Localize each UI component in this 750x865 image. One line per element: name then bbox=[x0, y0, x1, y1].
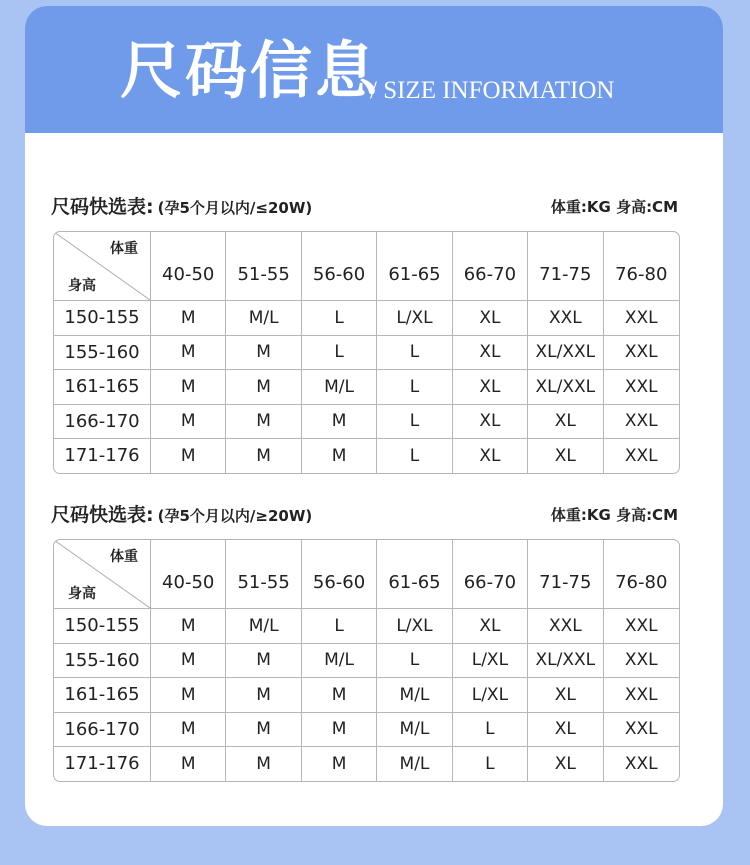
weight-header: 40-50 bbox=[151, 232, 226, 301]
weight-header: 76-80 bbox=[604, 232, 679, 301]
size-cell: M/L bbox=[377, 678, 452, 713]
table-header-row bbox=[54, 540, 679, 609]
size-cell: M/L bbox=[226, 301, 301, 336]
weight-header: 56-60 bbox=[302, 540, 377, 609]
table-row bbox=[54, 370, 679, 405]
size-cell: M bbox=[151, 301, 226, 336]
size-cell: M bbox=[226, 336, 301, 371]
height-cell: 166-170 bbox=[54, 713, 151, 748]
height-cell: 161-165 bbox=[54, 370, 151, 405]
table-1-condition: (孕5个月以内/≤20W) bbox=[157, 199, 313, 217]
size-cell: M bbox=[226, 678, 301, 713]
weight-header: 40-50 bbox=[151, 540, 226, 609]
size-cell: XL/XXL bbox=[528, 336, 603, 371]
size-cell: L bbox=[377, 439, 452, 473]
table-row bbox=[54, 405, 679, 440]
table-row bbox=[54, 609, 679, 644]
weight-header: 66-70 bbox=[453, 540, 528, 609]
size-cell: M/L bbox=[377, 747, 452, 781]
weight-label: 体重 bbox=[110, 549, 138, 565]
table-row bbox=[54, 336, 679, 371]
size-cell: L/XL bbox=[377, 301, 452, 336]
size-cell: L bbox=[302, 609, 377, 644]
page-title: 尺码信息 bbox=[120, 34, 381, 107]
size-cell: M bbox=[151, 609, 226, 644]
size-cell: XXL bbox=[624, 445, 658, 466]
table-row bbox=[54, 644, 679, 679]
size-cell: M bbox=[151, 644, 226, 679]
size-cell: XL/XXL bbox=[528, 644, 603, 679]
weight-header: 51-55 bbox=[226, 232, 301, 301]
size-cell: XXL bbox=[604, 713, 679, 748]
size-cell: XL/XXL bbox=[528, 370, 603, 405]
weight-header: 66-70 bbox=[453, 232, 528, 301]
size-cell: L bbox=[453, 713, 528, 748]
size-cell: M bbox=[151, 439, 226, 473]
size-cell: L bbox=[377, 336, 452, 371]
page-subtitle: / SIZE INFORMATION bbox=[370, 77, 615, 104]
size-cell: XL bbox=[528, 747, 603, 781]
table-2-title: 尺码快选表: (孕5个月以内/≥20W) bbox=[51, 504, 313, 526]
table-header-row bbox=[54, 232, 679, 301]
table-row bbox=[54, 713, 679, 748]
table-row bbox=[54, 747, 679, 781]
size-cell: L/XL bbox=[453, 678, 528, 713]
table-2-condition: (孕5个月以内/≥20W) bbox=[157, 507, 313, 525]
size-cell: L bbox=[377, 405, 452, 440]
height-cell: 171-176 bbox=[54, 439, 151, 473]
table-row bbox=[54, 439, 679, 473]
size-cell: XXL bbox=[528, 301, 603, 336]
table-row bbox=[54, 678, 679, 713]
height-label: 身高 bbox=[68, 278, 96, 294]
height-cell: 150-155 bbox=[54, 609, 151, 644]
size-cell: XL bbox=[453, 336, 528, 371]
size-table-2 bbox=[53, 539, 680, 782]
weight-header: 61-65 bbox=[377, 232, 452, 301]
weight-header: 71-75 bbox=[528, 232, 603, 301]
size-cell: M bbox=[302, 678, 377, 713]
height-label: 身高 bbox=[68, 586, 96, 602]
size-cell: M bbox=[302, 405, 377, 440]
size-cell: L bbox=[302, 301, 377, 336]
size-cell: M bbox=[151, 747, 226, 781]
size-cell: XXL bbox=[604, 644, 679, 679]
size-cell: M/L bbox=[226, 609, 301, 644]
size-info-card bbox=[25, 6, 723, 826]
size-cell: M bbox=[302, 747, 377, 781]
height-cell: 171-176 bbox=[54, 747, 151, 781]
height-cell: 155-160 bbox=[54, 644, 151, 679]
size-cell: M bbox=[226, 439, 301, 473]
size-cell: M bbox=[151, 405, 226, 440]
weight-header: 61-65 bbox=[377, 540, 452, 609]
size-cell: L bbox=[377, 370, 452, 405]
size-cell: L bbox=[302, 336, 377, 371]
size-cell: M bbox=[302, 439, 377, 473]
height-cell: 155-160 bbox=[54, 336, 151, 371]
size-cell: M bbox=[226, 405, 301, 440]
size-cell: L bbox=[453, 747, 528, 781]
size-cell: XXL bbox=[604, 405, 679, 440]
size-cell: XXL bbox=[604, 678, 679, 713]
size-cell: M bbox=[151, 370, 226, 405]
size-cell: XXL bbox=[624, 753, 658, 774]
size-cell: XL bbox=[528, 439, 603, 473]
size-cell: L bbox=[377, 644, 452, 679]
size-cell: XL bbox=[453, 370, 528, 405]
size-cell: XL bbox=[528, 678, 603, 713]
size-cell: XL bbox=[528, 713, 603, 748]
header-banner bbox=[25, 6, 723, 133]
weight-label: 体重 bbox=[110, 241, 138, 257]
weight-header: 76-80 bbox=[604, 540, 679, 609]
size-cell: M bbox=[151, 336, 226, 371]
size-cell: M bbox=[226, 747, 301, 781]
weight-header: 56-60 bbox=[302, 232, 377, 301]
height-cell: 161-165 bbox=[54, 678, 151, 713]
size-cell: XL bbox=[453, 405, 528, 440]
size-cell: XL bbox=[453, 439, 528, 473]
size-cell: M bbox=[302, 713, 377, 748]
size-cell: XXL bbox=[604, 370, 679, 405]
height-cell: 166-170 bbox=[54, 405, 151, 440]
size-table-1 bbox=[53, 231, 680, 474]
table-row bbox=[54, 301, 679, 336]
size-cell: M bbox=[226, 370, 301, 405]
size-cell: M bbox=[226, 644, 301, 679]
size-cell: M/L bbox=[302, 370, 377, 405]
size-cell: M bbox=[151, 713, 226, 748]
corner-cell bbox=[54, 540, 151, 609]
size-cell: XXL bbox=[604, 301, 679, 336]
size-cell: M bbox=[226, 713, 301, 748]
size-cell: L/XL bbox=[453, 644, 528, 679]
size-cell: L/XL bbox=[377, 609, 452, 644]
size-cell: M bbox=[151, 678, 226, 713]
table-1-title: 尺码快选表: (孕5个月以内/≤20W) bbox=[51, 196, 313, 218]
weight-header: 51-55 bbox=[226, 540, 301, 609]
size-cell: XXL bbox=[528, 609, 603, 644]
size-cell: M/L bbox=[377, 713, 452, 748]
height-cell: 150-155 bbox=[54, 301, 151, 336]
size-cell: M/L bbox=[302, 644, 377, 679]
size-cell: XXL bbox=[604, 609, 679, 644]
size-cell: XXL bbox=[604, 336, 679, 371]
size-cell: XL bbox=[453, 609, 528, 644]
corner-cell bbox=[54, 232, 151, 301]
weight-header: 71-75 bbox=[528, 540, 603, 609]
size-cell: XL bbox=[528, 405, 603, 440]
size-cell: XL bbox=[453, 301, 528, 336]
table-2-unit: 体重:KG 身高:CM bbox=[550, 506, 678, 524]
table-1-unit: 体重:KG 身高:CM bbox=[550, 198, 678, 216]
